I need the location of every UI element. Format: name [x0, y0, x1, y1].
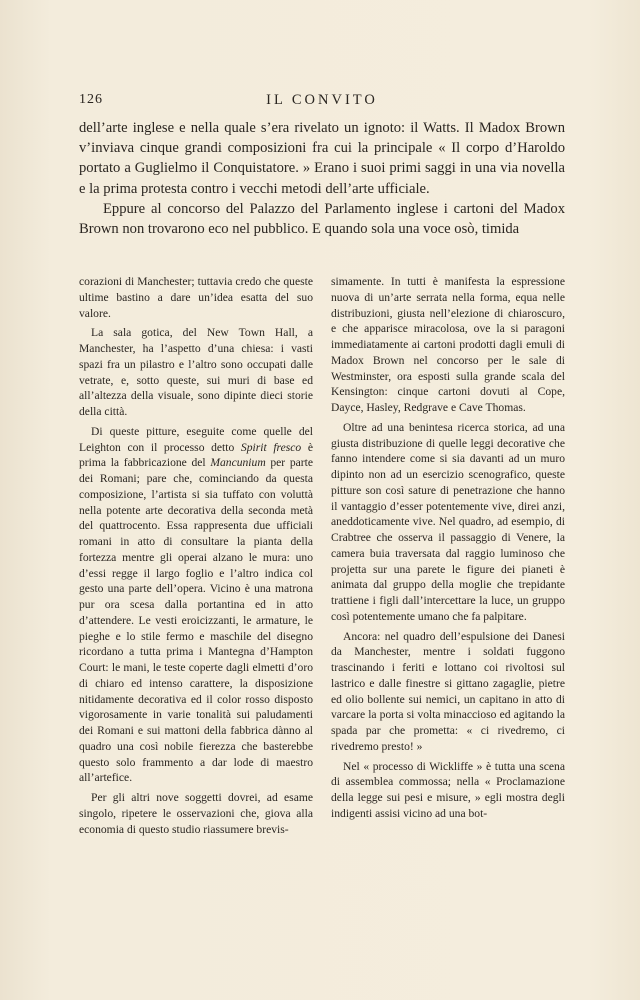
page-number: 126 — [79, 92, 103, 107]
lead-paragraph-2: Eppure al concorso del Palazzo del Parlamento inglese i cartoni del Madox Brown non trovarono eco nel pubblico. E quando sola una voce osò, timida — [79, 200, 565, 238]
left-paragraph-4: Per gli altri nove soggetti dovrei, ad esame singolo, ripetere le osservazioni che, giova alla economia di questo studio riassumere brevis- — [79, 791, 313, 836]
right-column — [331, 274, 565, 822]
left-column — [79, 274, 313, 837]
running-title: IL CONVITO — [266, 92, 378, 108]
page-header — [79, 92, 565, 112]
mancunium-term: Mancunium — [210, 456, 266, 470]
left-paragraph-3-part-a: Di queste pitture, eseguite come quelle del Leighton con il processo detto — [79, 424, 313, 454]
lead-text-block — [79, 118, 565, 239]
spirit-fresco-term: Spirit fresco — [240, 440, 302, 454]
right-paragraph-4: Nel « processo di Wickliffe » è tutta una scena di assemblea commossa; nella « Proclamazione della legge sui pesi e misure, » egli mostra degli indigenti assisi vicino ad una bot- — [331, 759, 565, 820]
right-paragraph-2: Oltre ad una benintesa ricerca storica, ad una giusta distribuzione di quelle leggi decorative che fanno intendere come si sia davanti ad un muro dipinto non ad un esercizio scenografico, queste pitture son così sature di penetrazione che hanno il vantaggio d’esser potentemente vive, direi anzi, aneddoticamente vive. Nel quadro, ad esempio, di Crabtree che osserva il passaggio di Venere, la camera buia traversata dal raggio luminoso che projetta sur una parete le figure dei pianeti è animata dal gruppo della moglie che trepidante trattiene i figli dall’intercettare la luce, un gruppo così potentemente umano che fa palpitare. — [331, 420, 565, 623]
left-paragraph-3-part-c: è prima la fabbricazione del — [79, 440, 314, 470]
left-paragraph-3-part-e: per parte dei Romani; pare che, cominciando da questa composizione, l’artista si sia tuffato con voluttà nella potente arte decorativa della seconda metà del quattrocento. Essa rappresenta due ufficiali romani in atto di consultare la pianta della fortezza mentre gli operai alzano le mura: uno d’essi regge il largo foglio e l’altro indica col gesto una parte dell’opera. Vicino è una matrona pur ora scesa dalla portantina ed in atto d’attendere. Le vesti eroicizzanti, le armature, le pieghe e lo stile fermo e maschile del disegno ricordano a tutta prima i Mantegna d’Hampton Court: le mani, le teste coperte dagli elmetti d’oro di chiaro ed intenso carattere, la disposizione nitidamente decorativa ed il color rosso disposto vigorosamente in varie tonalità sui paludamenti dei Romani e sui mattoni della fabbrica dànno al quadro una così nobile fierezza che basterebbe questo solo frammento a dar lode di maestro all’artefice. — [79, 456, 314, 785]
lead-paragraph-1: dell’arte inglese e nella quale s’era rivelato un ignoto: il Watts. Il Madox Brown v’inviava cinque grandi composizioni fra cui la principale « Il corpo d’Haroldo portato a Guglielmo il Conquistatore. » Erano i suoi primi saggi in una via novella e la prima protesta contro i vecchi metodi dell’arte ufficiale. — [79, 120, 565, 197]
right-paragraph-3: Ancora: nel quadro dell’espulsione dei Danesi da Manchester, mentre i soldati fuggono trascinando i feriti e lottano coi rivoltosi sul lastrico e dalle finestre si gittano zagaglie, pietre ed olio bollente sui nemici, un capitano in atto di varcare la porta si volta minaccioso ed agitando la spada par che prometta: « ci rivedremo, ci rivedremo presto! » — [331, 629, 565, 753]
right-paragraph-1: simamente. In tutti è manifesta la espressione nuova di un’arte serrata nella forma, equa nelle distribuzioni, giusta nell’elezione di chiaroscuro, e che apparisce miracolosa, ove la si paragoni immediatamente ai cartoni prodotti dagli emuli di Madox Brown nel concorso per le sale di Westminster, ora esposti sulla grande scala del Kensington: cinque cartoni dovuti al Cope, Dayce, Hasley, Redgrave e Cave Thomas. — [331, 275, 565, 414]
left-paragraph-1: corazioni di Manchester; tuttavia credo che queste ultime bastino a dare un’idea esatta del suo valore. — [79, 275, 313, 320]
left-paragraph-3 — [79, 424, 313, 786]
left-paragraph-2: La sala gotica, del New Town Hall, a Manchester, ha l’aspetto d’una chiesa: i vasti spazi fra un pilastro e l’altro sono occupati dalle vetrate, e, sotto queste, sui muri di base ed all’altezza della visuale, sono dipinte dieci storie della città. — [79, 326, 313, 418]
